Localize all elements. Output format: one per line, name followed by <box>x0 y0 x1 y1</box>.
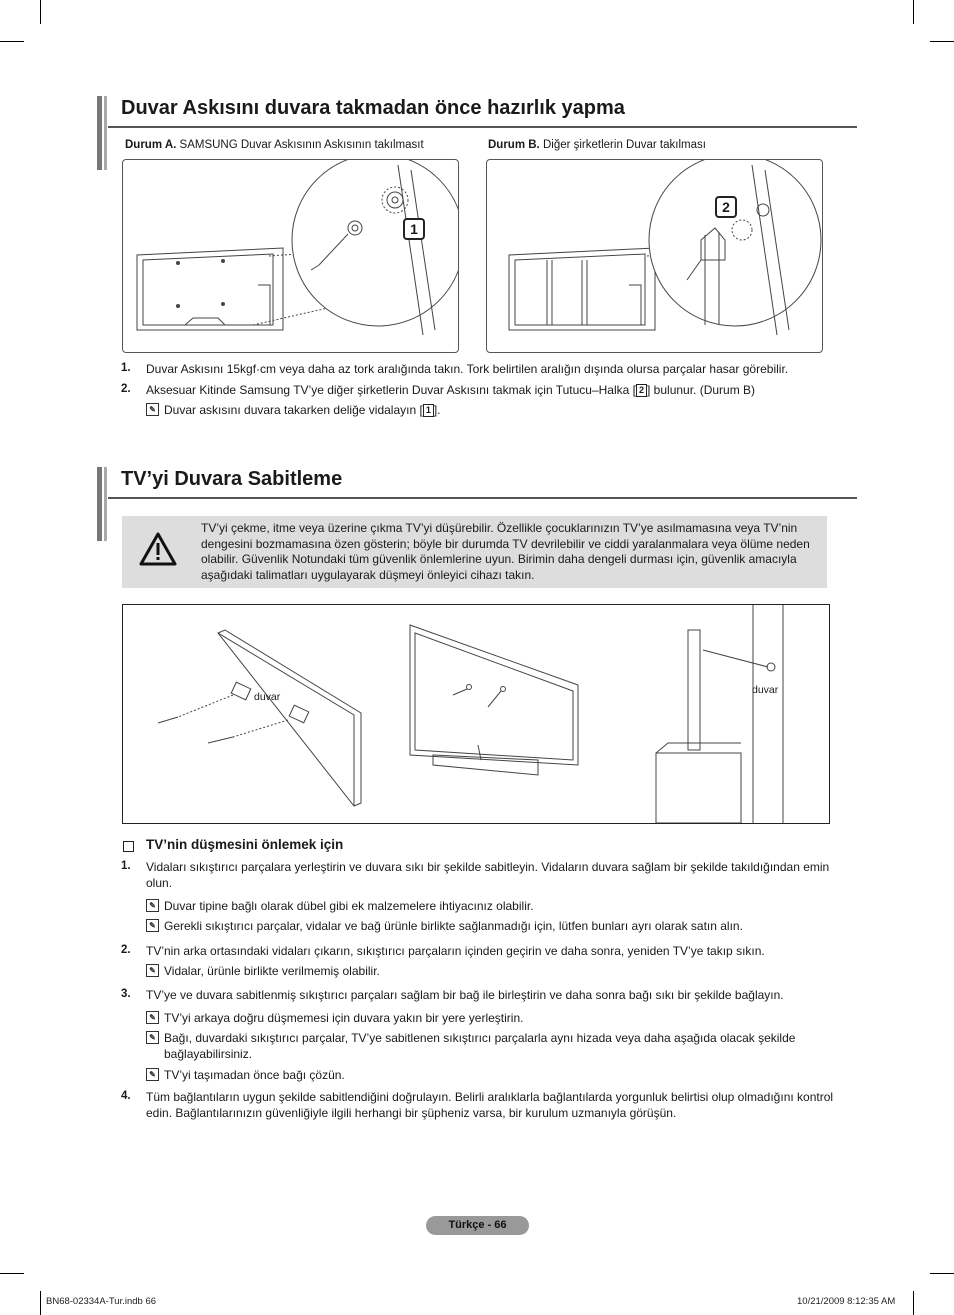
note-text <box>164 402 854 418</box>
step-number: 4. <box>121 1090 131 1102</box>
marker-1-badge: 1 <box>403 218 425 240</box>
note-pencil-icon: ✎ <box>146 403 159 416</box>
warning-text: TV’yi çekme, itme veya üzerine çıkma TV’yi düşürebilir. Özellikle çocuklarınızın TV’ye asılmamasına veya TV’nin dengesini bozmamasına özen gösterin; böyle bir durumda TV devrilebilir ve ciddi yaralanmalara veya ölüme neden olabilir. Güvenlik Notundaki tüm güvenlik önlemlerine uyun. Birimin daha dengeli durması için, güvenlik amacıyla aşağıdaki talimatları uygulayarak düşmeyi önleyici cihazı takın. <box>201 521 810 582</box>
step-text: Tüm bağlantıların uygun şekilde sabitlendiğini doğrulayın. Belirli aralıklarla bağlantılarda yorgunluk belirtisi olup olmadığını kontrol edin. Bağlantılarınızın güvenliğiyle ilgili herhangi bir şüpheniz varsa, bir kurulum uzmanıyla görüşün. <box>146 1090 834 1120</box>
note-pencil-icon: ✎ <box>146 964 159 977</box>
crop-mark <box>0 1273 24 1274</box>
step-number: 1. <box>121 860 131 872</box>
note-text: Gerekli sıkıştırıcı parçalar, vidalar ve bağ ürünle birlikte sağlanmadığı için, lütfen bunları ayrı olarak satın alın. <box>164 919 743 933</box>
step-number: 2. <box>121 944 131 956</box>
crop-mark <box>40 1291 41 1315</box>
note-pencil-icon: ✎ <box>146 899 159 912</box>
anti-fall-figure <box>122 604 830 824</box>
marker-2-badge: 2 <box>715 196 737 218</box>
note-text-part: ]. <box>433 403 441 417</box>
case-a-text: SAMSUNG Duvar Askısının Askısının takılmasıt <box>179 139 424 151</box>
section-bar <box>104 96 107 170</box>
case-a-illustration <box>123 160 458 352</box>
case-b-figure <box>486 159 823 353</box>
subheading: TV’nin düşmesini önlemek için <box>146 837 344 852</box>
step-text: TV’nin arka ortasındaki vidaları çıkarın, sıkıştırıcı parçaların içinden geçirin ve daha sonra, yeniden TV’ye takıp sıkın. <box>146 944 765 958</box>
case-b-caption <box>488 139 706 151</box>
crop-mark <box>913 1291 914 1315</box>
crop-mark <box>40 0 41 24</box>
date-slug: 10/21/2009 8:12:35 AM <box>797 1296 896 1307</box>
section-bar <box>97 96 102 170</box>
wall-label: duvar <box>752 684 779 696</box>
item-number: 1. <box>121 362 131 374</box>
section-bar <box>97 467 102 541</box>
crop-mark <box>930 1273 954 1274</box>
marker-2-inline: 2 <box>636 384 647 397</box>
case-b-text: Diğer şirketlerin Duvar takılması <box>542 139 706 151</box>
file-slug: BN68-02334A-Tur.indb 66 <box>46 1296 157 1307</box>
case-b-illustration <box>487 160 822 352</box>
case-a-caption <box>125 139 424 151</box>
section-rule <box>108 497 857 499</box>
crop-mark <box>913 0 914 24</box>
note-text: Vidalar, ürünle birlikte verilmemiş olabilir. <box>164 964 380 978</box>
step-text: Vidaları sıkıştırıcı parçalara yerleştirin ve duvara sıkı bir şekilde sabitleyin. Vidaların duvara sağlam bir şekilde takıldığından emin olun. <box>146 860 830 890</box>
note-pencil-icon: ✎ <box>146 1011 159 1024</box>
note-text: Duvar tipine bağlı olarak dübel gibi ek malzemelere ihtiyacınız olabilir. <box>164 899 534 913</box>
list-item: Duvar Askısını 15kgf·cm veya daha az tork aralığında takın. Tork belirtilen aralığın dışında olursa parçalar hasar görebilir. <box>146 362 789 376</box>
anti-fall-illustration <box>123 605 829 823</box>
section-rule <box>108 126 857 128</box>
crop-mark <box>0 41 24 42</box>
case-a-label: Durum A. <box>125 139 177 151</box>
wall-label: duvar <box>254 691 281 703</box>
note-text: TV’yi arkaya doğru düşmemesi için duvara yakın bir yere yerleştirin. <box>164 1011 524 1025</box>
note-pencil-icon: ✎ <box>146 1031 159 1044</box>
square-bullet-icon <box>123 841 134 852</box>
case-b-label: Durum B. <box>488 139 540 151</box>
note-text: Bağı, duvardaki sıkıştırıcı parçalar, TV’ye sabitlenen sıkıştırıcı parçalarla aynı hizada veya daha aşağıda olacak şekilde bağlayabilirsiniz. <box>164 1031 796 1061</box>
item-text: ] bulunur. (Durum B) <box>647 383 756 397</box>
section-title: Duvar Askısını duvara takmadan önce hazırlık yapma <box>121 97 625 119</box>
step-text: TV’ye ve duvara sabitlenmiş sıkıştırıcı parçaları sağlam bir bağ ile birleştirin ve daha sonra bağı sıkı bir şekilde bağlayın. <box>146 988 784 1002</box>
crop-mark <box>930 41 954 42</box>
marker-1-inline: 1 <box>423 404 434 417</box>
item-text: Aksesuar Kitinde Samsung TV’ye diğer şirketlerin Duvar Askısını takmak için Tutucu–Halka [ <box>146 383 636 397</box>
list-item <box>146 382 856 398</box>
section-title: TV’yi Duvara Sabitleme <box>121 468 343 490</box>
section-bar <box>104 467 107 541</box>
note-text: TV’yi taşımadan önce bağı çözün. <box>164 1068 345 1082</box>
note-pencil-icon: ✎ <box>146 919 159 932</box>
note-text-part: Duvar askısını duvara takarken deliğe vidalayın [ <box>164 403 423 417</box>
note-pencil-icon: ✎ <box>146 1068 159 1081</box>
page-number-badge: Türkçe - 66 <box>426 1216 529 1235</box>
item-number: 2. <box>121 383 131 395</box>
case-a-figure <box>122 159 459 353</box>
warning-triangle-icon <box>139 532 177 566</box>
step-number: 3. <box>121 988 131 1000</box>
